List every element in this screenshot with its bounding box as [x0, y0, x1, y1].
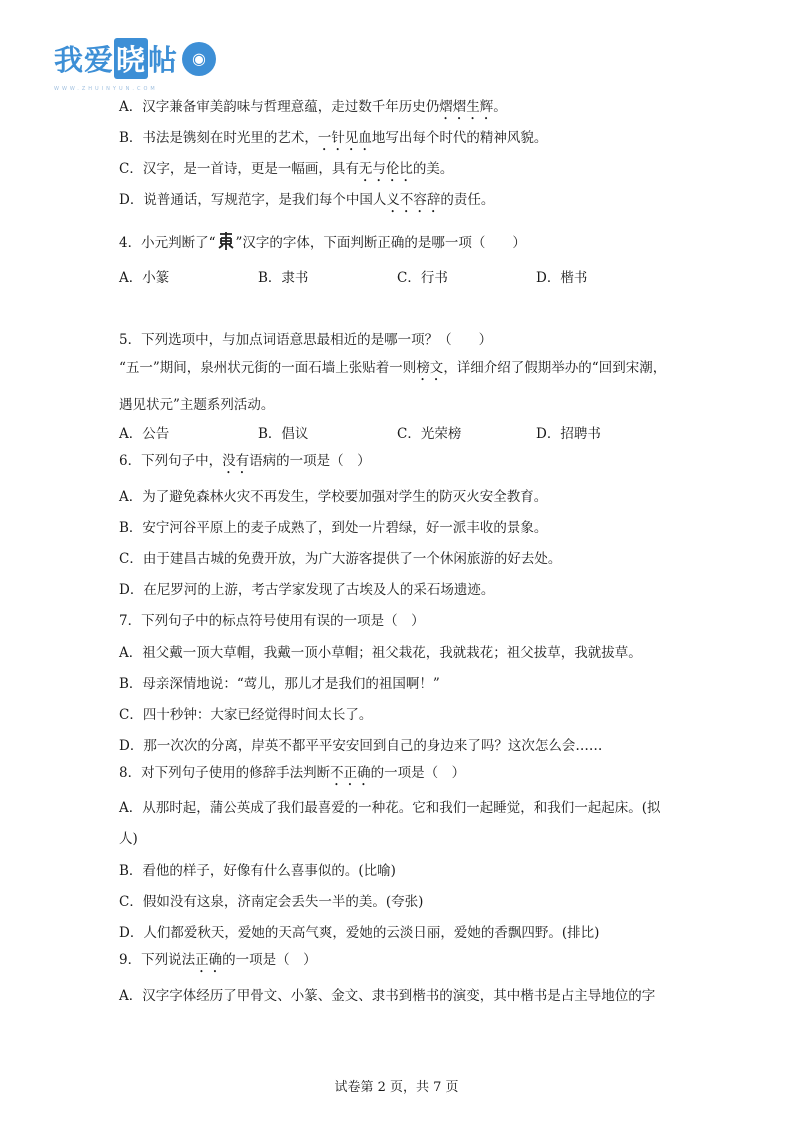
q5-stem: 5．下列选项中，与加点词语意思最相近的是哪一项？（ ） [119, 332, 493, 348]
q7-stem: 7．下列句子中的标点符号使用有误的一项是（ ） [119, 613, 425, 629]
q8-option-c: C．假如没有这泉，济南定会丢失一半的美。(夸张) [119, 894, 424, 910]
q5-option-a: A．公告 [119, 426, 170, 442]
logo-url: WWW.ZHUINYUN.COM [54, 86, 158, 92]
q3-option-c: C．汉字，是一首诗，更是一幅画，具有无与伦比的美。 [119, 161, 454, 177]
q3-option-d: D．说普通话，写规范字，是我们每个中国人义不容辞的责任。 [119, 192, 495, 208]
q5-option-c: C．光荣榜 [397, 426, 462, 442]
q9-stem: 9．下列说法正确的一项是（ ） [119, 952, 317, 968]
q4-options [119, 268, 587, 288]
q7-option-a: A．祖父戴一顶大草帽，我戴一顶小草帽；祖父栽花，我就栽花；祖父拔草，我就拔草。 [119, 645, 642, 661]
q4-stem: 4．小元判断了“ ”汉字的字体，下面判断正确的是哪一项（ ） [119, 231, 526, 253]
q6-stem: 6．下列句子中，没有语病的一项是（ ） [119, 453, 371, 469]
q4-option-d: D．楷书 [536, 270, 588, 286]
q6-option-b: B．安宁河谷平原上的麦子成熟了，到处一片碧绿，好一派丰收的景象。 [119, 520, 548, 536]
logo-badge-icon: ◉ [182, 42, 216, 76]
q8-option-b: B．看他的样子，好像有什么喜事似的。(比喻) [119, 863, 396, 879]
q9-option-a: A．汉字字体经历了甲骨文、小篆、金文、隶书到楷书的演变，其中楷书是占主导地位的字 [119, 988, 656, 1004]
q8-option-d: D．人们都爱秋天，爱她的天高气爽，爱她的云淡日丽，爱她的香飘四野。(排比) [119, 925, 600, 941]
q5-option-b: B．倡议 [258, 426, 309, 442]
q4-option-b: B．隶书 [258, 270, 309, 286]
q8-option-a-line1: A．从那时起，蒲公英成了我们最喜爱的一种花。它和我们一起睡觉，和我们一起起床。(拟 [119, 800, 661, 816]
q5-passage-line2: 遇见状元”主题系列活动。 [119, 397, 275, 413]
q6-option-a: A．为了避免森林火灾不再发生，学校要加强对学生的防灭火安全教育。 [119, 489, 548, 505]
q6-option-c: C．由于建昌古城的免费开放，为广大游客提供了一个休闲旅游的好去处。 [119, 551, 562, 567]
q4-option-a: A．小篆 [119, 270, 170, 286]
q5-option-d: D．招聘书 [536, 426, 601, 442]
seal-script-character-icon [216, 231, 236, 251]
q8-option-a-line2: 人) [119, 831, 138, 847]
q4-option-c: C．行书 [397, 270, 448, 286]
logo-text: 我爱晓帖 [54, 38, 178, 79]
q7-option-b: B．母亲深情地说：“莺儿，那儿才是我们的祖国啊！” [119, 676, 440, 692]
q5-passage-line1: “五一”期间，泉州状元街的一面石墙上张贴着一则榜文，详细介绍了假期举办的“回到宋潮， [119, 360, 667, 376]
q6-option-d: D．在尼罗河的上游，考古学家发现了古埃及人的采石场遗迹。 [119, 582, 495, 598]
q7-option-c: C．四十秒钟：大家已经觉得时间太长了。 [119, 707, 373, 723]
q7-option-d: D．那一次次的分离，岸英不都平平安安回到自己的身边来了吗？这次怎么会…… [119, 738, 603, 754]
q3-option-a: A．汉字兼备审美韵味与哲理意蕴，走过数千年历史仍熠熠生辉。 [119, 99, 507, 115]
q3-option-b: B．书法是镌刻在时光里的艺术，一针见血地写出每个时代的精神风貌。 [119, 130, 548, 146]
page-footer: 试卷第 2 页，共 7 页 [334, 1080, 459, 1095]
q5-options [119, 424, 601, 444]
q8-stem: 8．对下列句子使用的修辞手法判断不正确的一项是（ ） [119, 765, 466, 781]
